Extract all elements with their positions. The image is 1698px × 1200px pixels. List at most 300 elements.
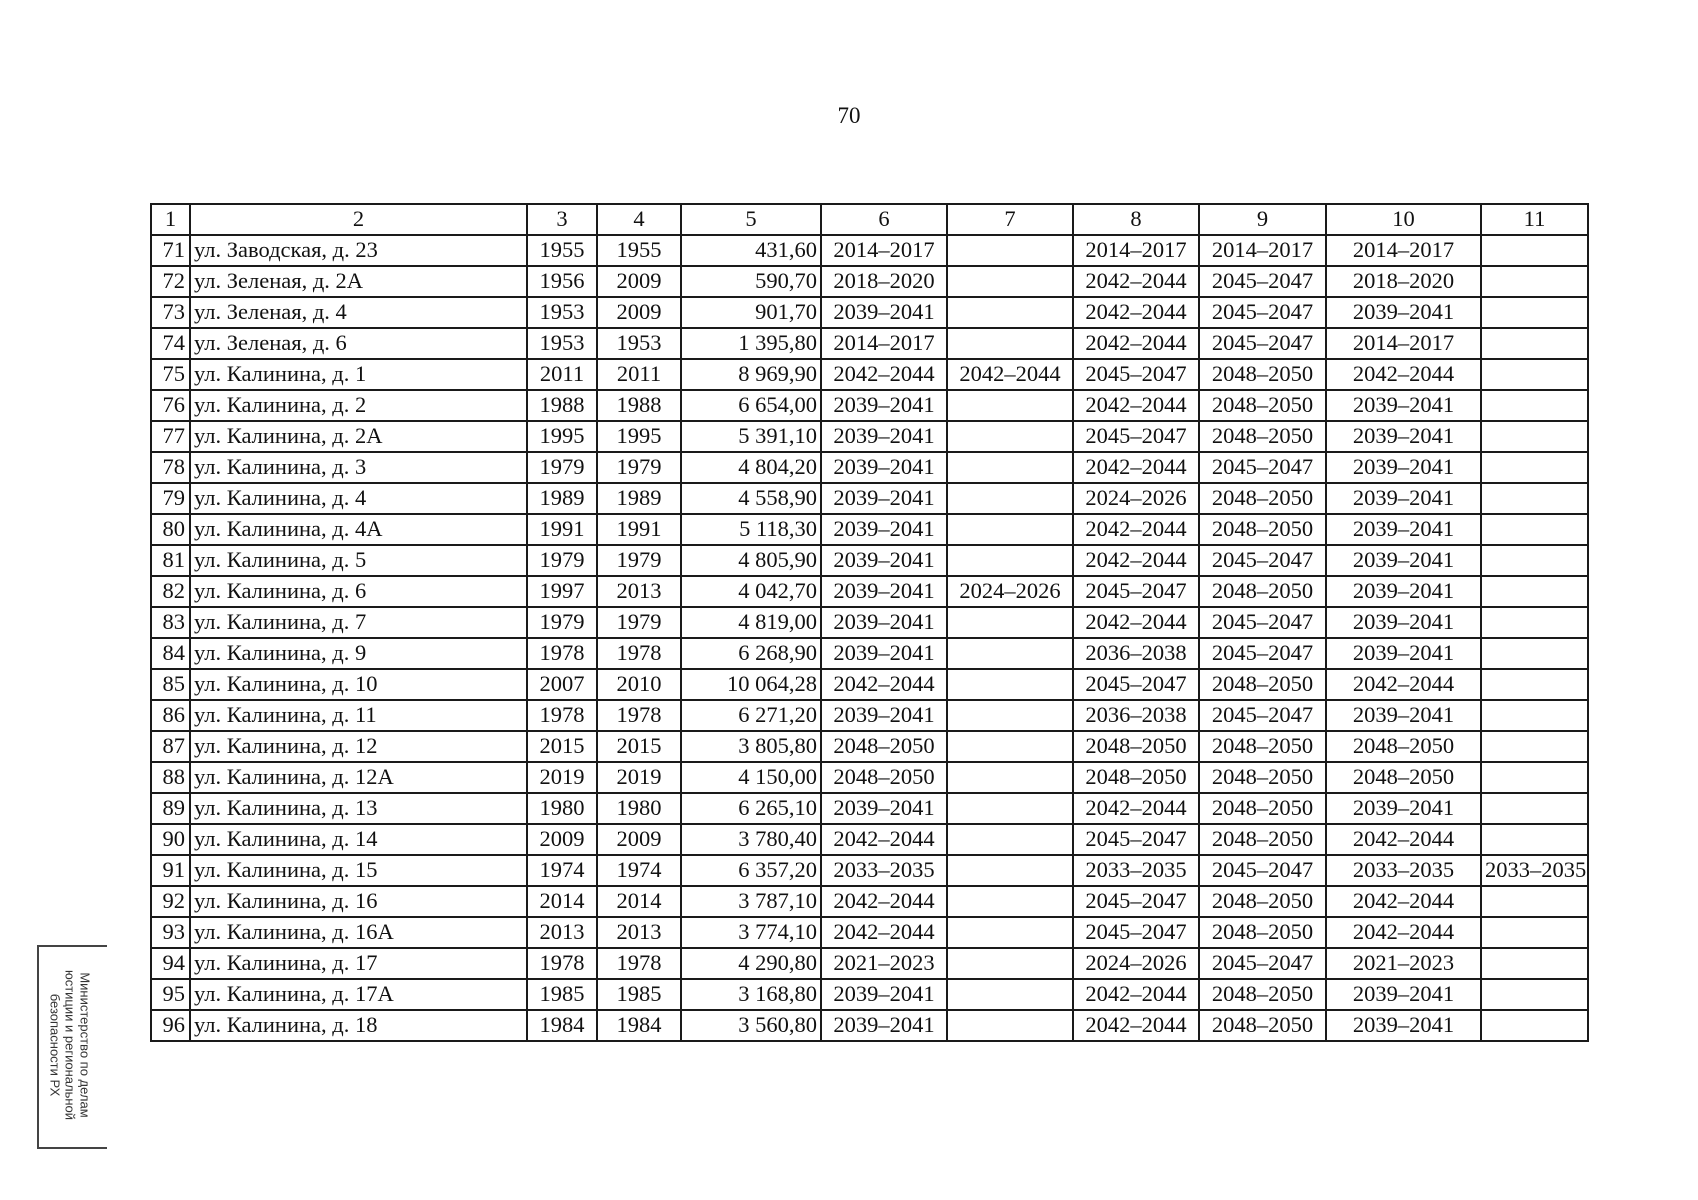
table-cell: 1979: [597, 452, 681, 483]
table-cell: ул. Калинина, д. 14: [190, 824, 527, 855]
table-cell: 2015: [597, 731, 681, 762]
table-row: [151, 979, 1588, 1010]
table-cell: 71: [151, 235, 190, 266]
table-row: [151, 917, 1588, 948]
column-header-6: 6: [821, 204, 947, 235]
table-cell: 92: [151, 886, 190, 917]
table-cell: 2045–2047: [1199, 638, 1326, 669]
table-cell: 2007: [527, 669, 597, 700]
table-cell: 2033–2035: [1481, 855, 1588, 886]
table-cell: ул. Калинина, д. 13: [190, 793, 527, 824]
table-cell: 2045–2047: [1073, 359, 1199, 390]
table-cell: 2045–2047: [1199, 452, 1326, 483]
table-cell: 2039–2041: [821, 607, 947, 638]
table-cell: 2048–2050: [1199, 793, 1326, 824]
table-cell: 2048–2050: [1199, 917, 1326, 948]
table-cell: 1953: [527, 297, 597, 328]
table-cell: 2039–2041: [821, 421, 947, 452]
table-cell: 2042–2044: [1073, 545, 1199, 576]
table-cell: 1979: [597, 607, 681, 638]
table-cell: 80: [151, 514, 190, 545]
table-cell: 86: [151, 700, 190, 731]
table-row: [151, 669, 1588, 700]
table-cell: 1980: [597, 793, 681, 824]
column-header-5: 5: [681, 204, 821, 235]
table-cell: [1481, 328, 1588, 359]
table-cell: 2042–2044: [1073, 514, 1199, 545]
table-cell: 2042–2044: [1326, 824, 1481, 855]
table-cell: ул. Калинина, д. 17: [190, 948, 527, 979]
table-cell: 901,70: [681, 297, 821, 328]
table-cell: 2048–2050: [1199, 483, 1326, 514]
table-cell: 1980: [527, 793, 597, 824]
table-cell: 2048–2050: [1199, 514, 1326, 545]
table-cell: 2018–2020: [821, 266, 947, 297]
table-cell: 1984: [597, 1010, 681, 1041]
table-cell: 2039–2041: [1326, 452, 1481, 483]
table-cell: 1985: [527, 979, 597, 1010]
table-cell: 2033–2035: [821, 855, 947, 886]
table-cell: [1481, 576, 1588, 607]
table-cell: 88: [151, 762, 190, 793]
table-cell: [947, 390, 1073, 421]
table-cell: 75: [151, 359, 190, 390]
table-row: [151, 421, 1588, 452]
table-cell: 2042–2044: [821, 359, 947, 390]
table-cell: 2045–2047: [1199, 948, 1326, 979]
table-cell: 2039–2041: [821, 514, 947, 545]
table-cell: [1481, 917, 1588, 948]
table-cell: 4 042,70: [681, 576, 821, 607]
table-cell: ул. Калинина, д. 2А: [190, 421, 527, 452]
table-cell: 1985: [597, 979, 681, 1010]
table-cell: [1481, 886, 1588, 917]
column-header-8: 8: [1073, 204, 1199, 235]
table-cell: 6 268,90: [681, 638, 821, 669]
table-row: [151, 328, 1588, 359]
table-cell: 1979: [527, 607, 597, 638]
table-cell: 2048–2050: [821, 762, 947, 793]
table-cell: 81: [151, 545, 190, 576]
table-cell: 2039–2041: [821, 1010, 947, 1041]
column-header-1: 1: [151, 204, 190, 235]
table-cell: 2042–2044: [1073, 607, 1199, 638]
table-cell: 2013: [597, 917, 681, 948]
table-cell: 2048–2050: [1199, 824, 1326, 855]
table-cell: 74: [151, 328, 190, 359]
table-cell: [1481, 607, 1588, 638]
table-cell: ул. Калинина, д. 3: [190, 452, 527, 483]
table-cell: 2042–2044: [1326, 917, 1481, 948]
table-cell: 2048–2050: [1199, 390, 1326, 421]
table-cell: 2042–2044: [1073, 979, 1199, 1010]
table-row: [151, 762, 1588, 793]
table-cell: 3 774,10: [681, 917, 821, 948]
table-cell: 2014–2017: [1326, 328, 1481, 359]
column-header-2: 2: [190, 204, 527, 235]
table-cell: 1995: [597, 421, 681, 452]
table-cell: 2019: [597, 762, 681, 793]
table-cell: 94: [151, 948, 190, 979]
table-row: [151, 483, 1588, 514]
table-cell: 2019: [527, 762, 597, 793]
table-cell: 2042–2044: [1073, 328, 1199, 359]
table-cell: [1481, 390, 1588, 421]
table-cell: 1995: [527, 421, 597, 452]
table-cell: 4 805,90: [681, 545, 821, 576]
table-cell: [947, 948, 1073, 979]
table-cell: 1979: [597, 545, 681, 576]
table-row: [151, 297, 1588, 328]
table-cell: 3 560,80: [681, 1010, 821, 1041]
table-cell: [1481, 1010, 1588, 1041]
table-cell: 2042–2044: [821, 917, 947, 948]
table-cell: [947, 514, 1073, 545]
table-cell: 2039–2041: [821, 700, 947, 731]
table-cell: 1978: [527, 638, 597, 669]
table-cell: 72: [151, 266, 190, 297]
table-cell: [947, 297, 1073, 328]
table-cell: 1956: [527, 266, 597, 297]
table-cell: 79: [151, 483, 190, 514]
table-cell: 85: [151, 669, 190, 700]
table-cell: ул. Калинина, д. 16: [190, 886, 527, 917]
table-row: [151, 390, 1588, 421]
table-cell: 3 805,80: [681, 731, 821, 762]
table-cell: [1481, 824, 1588, 855]
table-cell: 1955: [597, 235, 681, 266]
table-cell: 2042–2044: [947, 359, 1073, 390]
table-row: [151, 855, 1588, 886]
table-cell: 1978: [527, 948, 597, 979]
page-number: 70: [837, 103, 861, 128]
table-cell: 2048–2050: [1326, 731, 1481, 762]
table-cell: ул. Зеленая, д. 4: [190, 297, 527, 328]
table-cell: [947, 266, 1073, 297]
table-cell: 2042–2044: [1073, 1010, 1199, 1041]
table-cell: 431,60: [681, 235, 821, 266]
table-cell: 10 064,28: [681, 669, 821, 700]
table-cell: 2033–2035: [1326, 855, 1481, 886]
table-row: [151, 452, 1588, 483]
table-cell: [1481, 235, 1588, 266]
table-row: [151, 359, 1588, 390]
table-row: [151, 1010, 1588, 1041]
table-cell: ул. Калинина, д. 18: [190, 1010, 527, 1041]
table-cell: 3 780,40: [681, 824, 821, 855]
table-cell: 2014–2017: [1199, 235, 1326, 266]
table-cell: 2039–2041: [1326, 576, 1481, 607]
table-cell: 2042–2044: [1073, 452, 1199, 483]
table-cell: 1978: [597, 948, 681, 979]
table-cell: 2045–2047: [1073, 669, 1199, 700]
table-cell: 2013: [527, 917, 597, 948]
table-cell: 2039–2041: [821, 576, 947, 607]
column-header-10: 10: [1326, 204, 1481, 235]
table-cell: ул. Зеленая, д. 2А: [190, 266, 527, 297]
stamp-line: Министерство по делам: [77, 972, 93, 1118]
table-cell: ул. Калинина, д. 17А: [190, 979, 527, 1010]
table-cell: 2039–2041: [821, 297, 947, 328]
table-cell: 2018–2020: [1326, 266, 1481, 297]
table-cell: [947, 452, 1073, 483]
table-cell: ул. Калинина, д. 16А: [190, 917, 527, 948]
table-cell: 2048–2050: [1199, 669, 1326, 700]
table-cell: 2042–2044: [1326, 886, 1481, 917]
table-cell: 2014–2017: [1073, 235, 1199, 266]
table-cell: ул. Калинина, д. 5: [190, 545, 527, 576]
table-cell: ул. Калинина, д. 10: [190, 669, 527, 700]
table-cell: [947, 824, 1073, 855]
table-cell: 2036–2038: [1073, 638, 1199, 669]
table-cell: 2039–2041: [821, 545, 947, 576]
table-cell: 3 168,80: [681, 979, 821, 1010]
table-cell: 96: [151, 1010, 190, 1041]
table-cell: 2014: [527, 886, 597, 917]
table-cell: [947, 886, 1073, 917]
table-cell: 8 969,90: [681, 359, 821, 390]
table-cell: 2048–2050: [1199, 576, 1326, 607]
table-cell: 82: [151, 576, 190, 607]
table-cell: [947, 1010, 1073, 1041]
table-cell: [947, 235, 1073, 266]
table-cell: 1 395,80: [681, 328, 821, 359]
table-cell: 2045–2047: [1199, 607, 1326, 638]
table-row: [151, 638, 1588, 669]
table-cell: 4 150,00: [681, 762, 821, 793]
table-cell: [947, 762, 1073, 793]
table-cell: 2036–2038: [1073, 700, 1199, 731]
table-cell: [947, 421, 1073, 452]
table-cell: 2015: [527, 731, 597, 762]
table-cell: 1989: [527, 483, 597, 514]
table-cell: [1481, 979, 1588, 1010]
table-row: [151, 700, 1588, 731]
column-header-4: 4: [597, 204, 681, 235]
table-cell: 73: [151, 297, 190, 328]
table-cell: 2039–2041: [821, 452, 947, 483]
table-cell: 1989: [597, 483, 681, 514]
table-cell: 2039–2041: [1326, 700, 1481, 731]
table-cell: 2042–2044: [821, 824, 947, 855]
table-cell: [1481, 297, 1588, 328]
table-cell: 2039–2041: [1326, 545, 1481, 576]
table-cell: ул. Калинина, д. 1: [190, 359, 527, 390]
table-cell: 2048–2050: [1199, 762, 1326, 793]
table-cell: 2039–2041: [1326, 390, 1481, 421]
table-cell: [1481, 669, 1588, 700]
table-cell: 2021–2023: [1326, 948, 1481, 979]
table-row: [151, 824, 1588, 855]
table-cell: 89: [151, 793, 190, 824]
table-cell: 95: [151, 979, 190, 1010]
table-cell: 2042–2044: [1073, 390, 1199, 421]
table-cell: 2042–2044: [1326, 669, 1481, 700]
table-cell: [1481, 452, 1588, 483]
table-cell: [947, 669, 1073, 700]
table-cell: [947, 483, 1073, 514]
table-cell: 2042–2044: [1073, 297, 1199, 328]
table-row: [151, 948, 1588, 979]
table-cell: 2039–2041: [821, 638, 947, 669]
table-cell: [947, 700, 1073, 731]
table-cell: [1481, 700, 1588, 731]
table-cell: 2014–2017: [821, 328, 947, 359]
table-cell: 1997: [527, 576, 597, 607]
table-cell: 5 391,10: [681, 421, 821, 452]
table-cell: 2009: [527, 824, 597, 855]
table-cell: 2039–2041: [1326, 421, 1481, 452]
table-cell: 4 804,20: [681, 452, 821, 483]
table-cell: [947, 917, 1073, 948]
table-cell: 1974: [597, 855, 681, 886]
table-cell: 2009: [597, 824, 681, 855]
table-cell: 1953: [527, 328, 597, 359]
table-cell: 1988: [597, 390, 681, 421]
table-cell: 2048–2050: [1199, 886, 1326, 917]
table-cell: 1991: [597, 514, 681, 545]
table-cell: 1984: [527, 1010, 597, 1041]
table-cell: 4 290,80: [681, 948, 821, 979]
table-cell: 78: [151, 452, 190, 483]
table-cell: 2045–2047: [1073, 824, 1199, 855]
table-cell: 2048–2050: [1199, 979, 1326, 1010]
table-cell: 2011: [527, 359, 597, 390]
table-row: [151, 545, 1588, 576]
table-cell: [947, 545, 1073, 576]
table-cell: [1481, 545, 1588, 576]
table-cell: 2024–2026: [1073, 948, 1199, 979]
table-cell: 2048–2050: [1199, 421, 1326, 452]
table-cell: [947, 731, 1073, 762]
table-cell: 6 265,10: [681, 793, 821, 824]
stamp-line: юстиции и региональной: [62, 969, 78, 1121]
header-row: [151, 204, 1588, 235]
table-cell: 2048–2050: [1073, 762, 1199, 793]
table-cell: [1481, 638, 1588, 669]
table-cell: 2042–2044: [1073, 793, 1199, 824]
table-cell: 2013: [597, 576, 681, 607]
table-cell: 2033–2035: [1073, 855, 1199, 886]
stamp-line: безопасности РХ: [47, 993, 63, 1097]
table-cell: 2039–2041: [1326, 514, 1481, 545]
table-cell: ул. Калинина, д. 2: [190, 390, 527, 421]
table-row: [151, 607, 1588, 638]
table-cell: 83: [151, 607, 190, 638]
table-row: [151, 576, 1588, 607]
table-cell: 2045–2047: [1199, 328, 1326, 359]
table-cell: ул. Зеленая, д. 6: [190, 328, 527, 359]
table-cell: 77: [151, 421, 190, 452]
table-cell: 2039–2041: [1326, 607, 1481, 638]
table-cell: [1481, 266, 1588, 297]
table-row: [151, 235, 1588, 266]
table-cell: 2048–2050: [1073, 731, 1199, 762]
table-cell: 2045–2047: [1199, 855, 1326, 886]
table-cell: ул. Калинина, д. 11: [190, 700, 527, 731]
table-cell: 2045–2047: [1073, 917, 1199, 948]
table-cell: 2010: [597, 669, 681, 700]
column-header-9: 9: [1199, 204, 1326, 235]
table-cell: 1979: [527, 545, 597, 576]
table-cell: [947, 855, 1073, 886]
table-cell: [1481, 514, 1588, 545]
table-cell: 1978: [597, 700, 681, 731]
table-cell: 3 787,10: [681, 886, 821, 917]
table-cell: 2009: [597, 266, 681, 297]
table-cell: 4 819,00: [681, 607, 821, 638]
table-cell: [1481, 793, 1588, 824]
table-cell: 2045–2047: [1199, 266, 1326, 297]
registration-stamp: [48, 945, 93, 1145]
table-cell: ул. Калинина, д. 9: [190, 638, 527, 669]
table-cell: 2042–2044: [821, 669, 947, 700]
table-cell: ул. Заводская, д. 23: [190, 235, 527, 266]
table-cell: 1978: [527, 700, 597, 731]
table-cell: [947, 638, 1073, 669]
table-cell: 2048–2050: [821, 731, 947, 762]
table-row: [151, 731, 1588, 762]
table-cell: 2039–2041: [1326, 1010, 1481, 1041]
table-cell: 2048–2050: [1199, 731, 1326, 762]
table-cell: 4 558,90: [681, 483, 821, 514]
table-cell: 2045–2047: [1073, 576, 1199, 607]
table-cell: [1481, 762, 1588, 793]
table-cell: 2024–2026: [947, 576, 1073, 607]
table-cell: 90: [151, 824, 190, 855]
table-cell: 2039–2041: [821, 483, 947, 514]
table-cell: 2045–2047: [1199, 700, 1326, 731]
column-header-11: 11: [1481, 204, 1588, 235]
table-cell: 2039–2041: [821, 979, 947, 1010]
table-cell: 2045–2047: [1199, 297, 1326, 328]
table-cell: 2014–2017: [1326, 235, 1481, 266]
table-cell: [1481, 421, 1588, 452]
table-cell: 87: [151, 731, 190, 762]
table-cell: ул. Калинина, д. 12А: [190, 762, 527, 793]
table-cell: [1481, 359, 1588, 390]
table-cell: [947, 328, 1073, 359]
table-cell: 1991: [527, 514, 597, 545]
table-body: [151, 235, 1588, 1041]
table-cell: [947, 793, 1073, 824]
table-cell: [1481, 483, 1588, 514]
table-cell: ул. Калинина, д. 15: [190, 855, 527, 886]
table-cell: 2039–2041: [1326, 638, 1481, 669]
table-cell: 590,70: [681, 266, 821, 297]
table-cell: 2039–2041: [1326, 297, 1481, 328]
table-cell: 2014–2017: [821, 235, 947, 266]
table-cell: 2045–2047: [1073, 421, 1199, 452]
table-cell: [1481, 731, 1588, 762]
table-row: [151, 266, 1588, 297]
table-cell: 6 654,00: [681, 390, 821, 421]
table-row: [151, 514, 1588, 545]
table-cell: 2048–2050: [1199, 359, 1326, 390]
table-cell: 2039–2041: [1326, 483, 1481, 514]
table-cell: 76: [151, 390, 190, 421]
table-cell: [947, 979, 1073, 1010]
table-cell: ул. Калинина, д. 4: [190, 483, 527, 514]
table-cell: 2024–2026: [1073, 483, 1199, 514]
table-cell: 93: [151, 917, 190, 948]
table-cell: ул. Калинина, д. 4А: [190, 514, 527, 545]
table-cell: 2048–2050: [1199, 1010, 1326, 1041]
table-cell: 1979: [527, 452, 597, 483]
table-cell: [1481, 948, 1588, 979]
table-cell: 2021–2023: [821, 948, 947, 979]
column-header-7: 7: [947, 204, 1073, 235]
